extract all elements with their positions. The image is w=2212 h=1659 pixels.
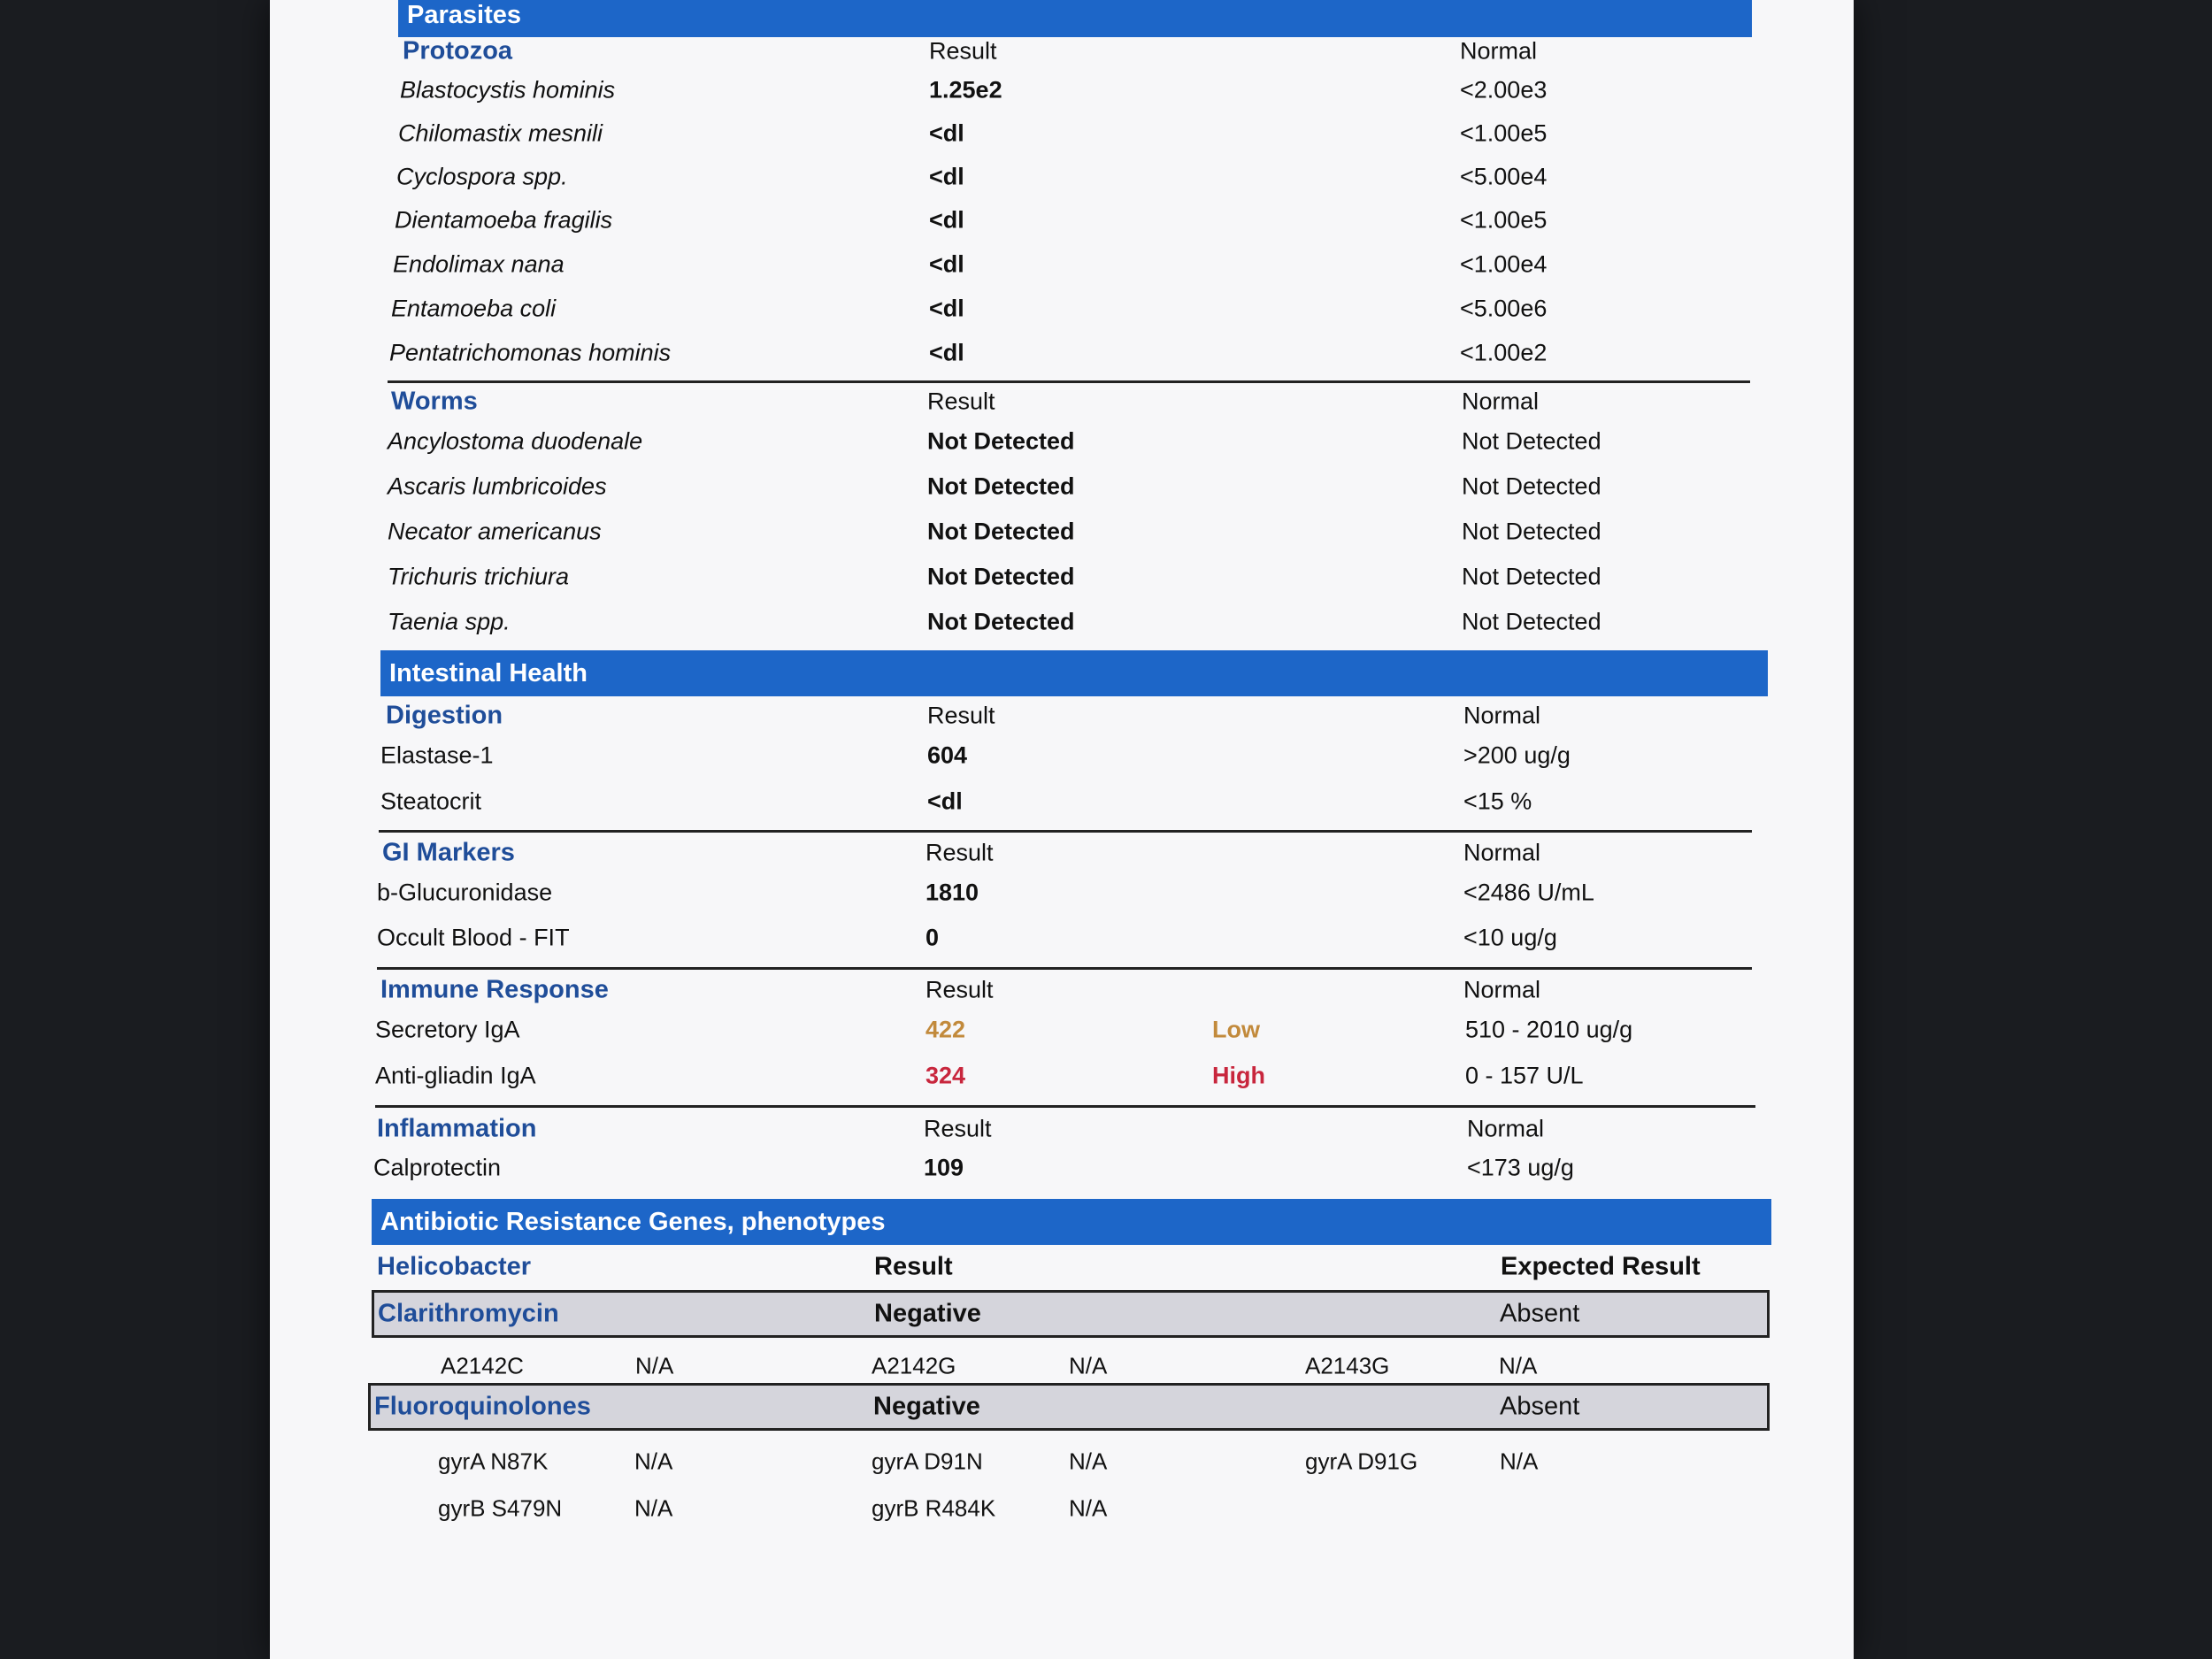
result-value: <dl (929, 206, 964, 234)
normal-range: 0 - 157 U/L (1465, 1062, 1584, 1089)
table-row (372, 69, 1761, 111)
section-title: Intestinal Health (389, 658, 588, 687)
result-value: Not Detected (927, 427, 1075, 455)
mutation-gene: gyrA N87K (438, 1448, 549, 1475)
result-value: Negative (873, 1392, 980, 1421)
result-column-label: Result (927, 388, 995, 415)
expected-column-label: Expected Result (1501, 1252, 1701, 1281)
table-row (372, 1147, 1761, 1189)
organism-name: Taenia spp. (388, 608, 511, 635)
organism-name: Ascaris lumbricoides (388, 472, 607, 500)
test-name: Calprotectin (373, 1154, 502, 1181)
normal-range: Not Detected (1462, 472, 1601, 500)
mutation-gene: gyrB R484K (872, 1494, 996, 1522)
result-value: 604 (927, 741, 968, 769)
group-header-immune-response (372, 969, 1761, 1011)
normal-range: Not Detected (1462, 563, 1601, 590)
normal-range: <1.00e5 (1460, 206, 1548, 234)
antibiotic-name: Clarithromycin (378, 1299, 559, 1328)
table-row (372, 780, 1761, 823)
organism-name: Ancylostoma duodenale (388, 427, 643, 455)
result-value: <dl (929, 339, 964, 366)
mutation-gene: gyrB S479N (438, 1494, 563, 1522)
normal-column-label: Normal (1467, 1115, 1545, 1142)
mutation-value: N/A (1069, 1352, 1108, 1379)
result-column-label: Result (926, 839, 994, 866)
expected-value: Absent (1500, 1299, 1580, 1328)
normal-range: <173 ug/g (1467, 1154, 1574, 1181)
report-page (270, 0, 1854, 1659)
normal-range: Not Detected (1462, 427, 1601, 455)
table-row (372, 420, 1761, 463)
table-row (372, 917, 1761, 959)
group-header-protozoa (372, 30, 1761, 73)
result-value: 109 (924, 1154, 964, 1181)
normal-range: <10 ug/g (1463, 924, 1557, 951)
mutation-value: N/A (634, 1494, 673, 1522)
section-title: Parasites (407, 0, 521, 29)
antibiotic-row-fluoroquinolones (368, 1383, 1770, 1431)
table-row (372, 872, 1761, 914)
table-row (372, 734, 1761, 777)
mutation-gene: A2142C (441, 1352, 524, 1379)
table-row (372, 199, 1761, 242)
table-row (372, 332, 1761, 374)
antibiotic-name: Fluoroquinolones (374, 1392, 591, 1421)
result-value: <dl (929, 250, 964, 278)
table-row (372, 156, 1761, 198)
organism-name: Endolimax nana (393, 250, 565, 278)
normal-range: Not Detected (1462, 608, 1601, 635)
result-value: <dl (929, 295, 964, 322)
mutation-gene: A2142G (872, 1352, 956, 1379)
section-band-antibiotic-resistance (372, 1199, 1771, 1245)
table-row (372, 511, 1761, 553)
organism-name: Trichuris trichiura (388, 563, 570, 590)
result-column-label: Result (874, 1252, 953, 1281)
status-flag-low: Low (1212, 1016, 1260, 1043)
normal-range: Not Detected (1462, 518, 1601, 545)
result-column-label: Result (929, 37, 997, 65)
organism-name: Cyclospora spp. (396, 163, 568, 190)
normal-range: <5.00e6 (1460, 295, 1548, 322)
section-title: Antibiotic Resistance Genes, phenotypes (380, 1207, 886, 1236)
normal-range: <5.00e4 (1460, 163, 1548, 190)
organism-name: Entamoeba coli (391, 295, 557, 322)
result-column-label: Result (926, 976, 994, 1003)
result-value: 324 (926, 1062, 966, 1089)
mutation-row (372, 1487, 1761, 1530)
table-row (372, 243, 1761, 286)
table-row (372, 1009, 1761, 1051)
table-row (372, 288, 1761, 330)
group-title: Inflammation (377, 1114, 537, 1143)
group-header-worms (372, 380, 1761, 423)
test-name: Steatocrit (380, 787, 482, 815)
table-row (372, 1055, 1761, 1097)
mutation-value: N/A (1069, 1448, 1108, 1475)
mutation-row (372, 1440, 1761, 1483)
result-value: Not Detected (927, 518, 1075, 545)
section-band-intestinal-health (380, 650, 1768, 696)
organism-name: Blastocystis hominis (400, 76, 616, 104)
mutation-gene: A2143G (1305, 1352, 1390, 1379)
normal-column-label: Normal (1463, 976, 1541, 1003)
group-title: Worms (391, 387, 478, 416)
result-value: Not Detected (927, 563, 1075, 590)
result-column-label: Result (927, 702, 995, 729)
group-header-helicobacter (372, 1246, 1761, 1288)
normal-column-label: Normal (1460, 37, 1538, 65)
result-value: Negative (874, 1299, 981, 1328)
result-column-label: Result (924, 1115, 992, 1142)
expected-value: Absent (1500, 1392, 1580, 1421)
result-value: <dl (929, 119, 964, 147)
result-value: <dl (929, 163, 964, 190)
normal-column-label: Normal (1463, 702, 1541, 729)
mutation-value: N/A (1500, 1448, 1539, 1475)
result-value: Not Detected (927, 608, 1075, 635)
group-title: Protozoa (403, 36, 513, 65)
result-value: 0 (926, 924, 940, 951)
table-row (372, 465, 1761, 508)
normal-range: <1.00e4 (1460, 250, 1548, 278)
mutation-gene: gyrA D91N (872, 1448, 983, 1475)
status-flag-high: High (1212, 1062, 1265, 1089)
organism-name: Pentatrichomonas hominis (389, 339, 672, 366)
normal-range: <1.00e5 (1460, 119, 1548, 147)
test-name: b-Glucuronidase (377, 879, 553, 906)
test-name: Secretory IgA (375, 1016, 520, 1043)
group-title: Immune Response (380, 975, 609, 1004)
mutation-value: N/A (1069, 1494, 1108, 1522)
result-value: Not Detected (927, 472, 1075, 500)
normal-range: <2486 U/mL (1463, 879, 1594, 906)
normal-range: <15 % (1463, 787, 1532, 815)
mutation-value: N/A (1499, 1352, 1538, 1379)
normal-column-label: Normal (1462, 388, 1540, 415)
group-title: Digestion (386, 701, 503, 730)
group-title: Helicobacter (377, 1252, 532, 1281)
normal-range: <2.00e3 (1460, 76, 1548, 104)
normal-range: >200 ug/g (1463, 741, 1571, 769)
result-value: 422 (926, 1016, 966, 1043)
table-row (372, 601, 1761, 643)
group-header-digestion (372, 695, 1761, 737)
table-row (372, 556, 1761, 598)
group-title: GI Markers (382, 838, 515, 867)
result-value: <dl (927, 787, 963, 815)
antibiotic-row-clarithromycin (372, 1290, 1770, 1338)
normal-range: <1.00e2 (1460, 339, 1548, 366)
organism-name: Chilomastix mesnili (398, 119, 603, 147)
normal-column-label: Normal (1463, 839, 1541, 866)
normal-range: 510 - 2010 ug/g (1465, 1016, 1633, 1043)
test-name: Elastase-1 (380, 741, 494, 769)
organism-name: Dientamoeba fragilis (395, 206, 613, 234)
organism-name: Necator americanus (388, 518, 602, 545)
mutation-row (372, 1345, 1761, 1387)
result-value: 1.25e2 (929, 76, 1002, 104)
table-row (372, 112, 1761, 155)
mutation-gene: gyrA D91G (1305, 1448, 1418, 1475)
mutation-value: N/A (634, 1448, 673, 1475)
mutation-value: N/A (635, 1352, 674, 1379)
group-header-inflammation (372, 1108, 1761, 1150)
result-value: 1810 (926, 879, 979, 906)
test-name: Occult Blood - FIT (377, 924, 570, 951)
test-name: Anti-gliadin IgA (375, 1062, 536, 1089)
group-header-gi-markers (372, 832, 1761, 874)
